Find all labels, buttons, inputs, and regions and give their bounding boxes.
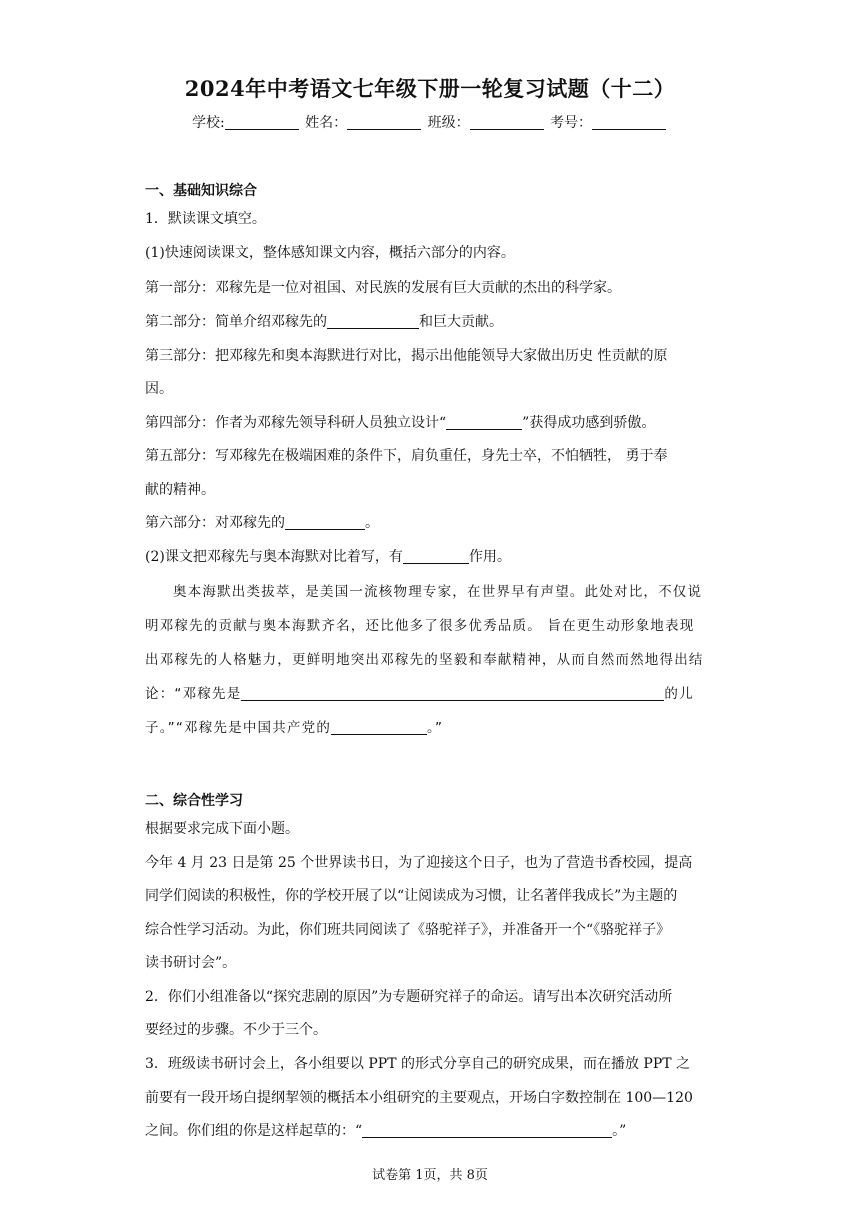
question-2-line-1: 2．你们小组准备以“探究悲剧的原因”为专题研究祥子的命运。请写出本次研究活动所 — [145, 989, 673, 1005]
page-title: 2024年中考语文七年级下册一轮复习试题（十二） — [184, 76, 676, 101]
question-1: 1．默读课文填空。 — [145, 211, 266, 227]
part-5-text: 第五部分：写邓稼先在极端困难的条件下，肩负重任，身先士卒，不怕牺牲， 勇于奉 — [145, 448, 668, 464]
answer-blank-long[interactable] — [241, 686, 664, 701]
question-3-line-1: 3．班级读书研讨会上，各小组要以 PPT 的形式分享自己的研究成果，而在播放 PPT 之 — [145, 1056, 691, 1072]
part-4-blank[interactable] — [446, 415, 522, 430]
question-1-1: (1)快速阅读课文，整体感知课文内容，概括六部分的内容。 — [145, 245, 515, 261]
student-info-line — [0, 112, 860, 132]
part-2-blank[interactable] — [327, 314, 419, 329]
page-footer: 试卷第 1页，共 8页 — [372, 1168, 488, 1183]
answer-text: 子。”“邓稼先是中国共产党的 — [145, 720, 332, 736]
question-3-text: 之间。你们组的你是这样起草的：“ — [145, 1123, 363, 1139]
part-5-text-cont: 献的精神。 — [145, 482, 215, 498]
answer-blank-short[interactable] — [331, 720, 427, 735]
class-blank[interactable] — [470, 115, 544, 130]
answer-paragraph-line-1: 奥本海默出类拔萃，是美国一流核物理专家，在世界早有声望。此处对比，不仅说 — [173, 584, 703, 600]
exam-no-blank[interactable] — [592, 115, 666, 130]
part-4-text: 第四部分：作者为邓稼先领导科研人员独立设计“ — [145, 415, 447, 431]
part-2-text: 第二部分：简单介绍邓稼先的 — [145, 314, 327, 330]
answer-paragraph-line-2: 明邓稼先的贡献与奥本海默齐名，还比他多了很多优秀品质。 旨在更生动形象地表现 — [145, 618, 695, 634]
section-2-intro: 根据要求完成下面小题。 — [145, 821, 299, 837]
section-heading-1: 一、基础知识综合 — [145, 183, 257, 199]
question-3-line-3 — [145, 1120, 626, 1140]
class-label: 班级： — [427, 115, 470, 131]
part-3-text: 第三部分：把邓稼先和奥本海默进行对比，揭示出他能领导大家做出历史 性贡献的原 — [145, 348, 668, 364]
school-label: 学校: — [191, 115, 225, 131]
question-2-line-2: 要经过的步骤。不少于三个。 — [145, 1022, 327, 1038]
answer-text: 论：“邓稼先是 — [145, 686, 242, 702]
part-6-text-end: 。 — [365, 515, 379, 531]
answer-paragraph-line-5 — [145, 716, 443, 736]
question-3-blank[interactable] — [362, 1123, 612, 1138]
part-4-line — [145, 412, 655, 432]
question-1-2-line — [145, 546, 511, 566]
part-2-text-end: 和巨大贡献。 — [419, 314, 503, 330]
answer-text-end: 的儿 — [664, 686, 694, 702]
answer-text-end: 。” — [427, 720, 444, 736]
question-3-text-end: 。” — [612, 1123, 627, 1139]
question-3-line-2: 前要有一段开场白提纲挈领的概括本小组研究的主要观点，开场白字数控制在 100—120 — [145, 1090, 693, 1106]
question-1-2-text: (2)课文把邓稼先与奥本海默对比着写，有 — [145, 549, 403, 565]
question-1-2-blank[interactable] — [403, 549, 469, 564]
question-1-2-text-end: 作用。 — [468, 549, 511, 565]
answer-paragraph-line-4 — [145, 682, 694, 702]
material-line-2: 同学们阅读的积极性，你的学校开展了以“让阅读成为习惯，让名著伴我成长”为主题的 — [145, 888, 678, 904]
material-line-3: 综合性学习活动。为此，你们班共同阅读了《骆驼祥子》，并准备开一个“《骆驼祥子》 — [145, 922, 671, 938]
name-blank[interactable] — [347, 115, 421, 130]
part-2-line — [145, 311, 503, 331]
exam-no-label: 考号： — [550, 115, 593, 131]
section-heading-2: 二、综合性学习 — [145, 793, 243, 809]
part-6-line — [145, 512, 379, 532]
part-6-text: 第六部分：对邓稼先的 — [145, 515, 285, 531]
part-4-text-end: ”获得成功感到骄傲。 — [522, 415, 656, 431]
part-3-text-cont: 因。 — [145, 381, 173, 397]
school-blank[interactable] — [225, 115, 299, 130]
part-1-text: 第一部分：邓稼先是一位对祖国、对民族的发展有巨大贡献的杰出的科学家。 — [145, 280, 621, 296]
material-line-4: 读书研讨会”。 — [145, 955, 237, 971]
material-line-1: 今年 4 月 23 日是第 25 个世界读书日，为了迎接这个日子，也为了营造书香校园，提高 — [145, 855, 693, 871]
part-6-blank[interactable] — [285, 515, 365, 530]
answer-paragraph-line-3: 出邓稼先的人格魅力，更鲜明地突出邓稼先的坚毅和奉献精神，从而自然而然地得出结 — [145, 652, 704, 668]
name-label: 姓名： — [305, 115, 348, 131]
